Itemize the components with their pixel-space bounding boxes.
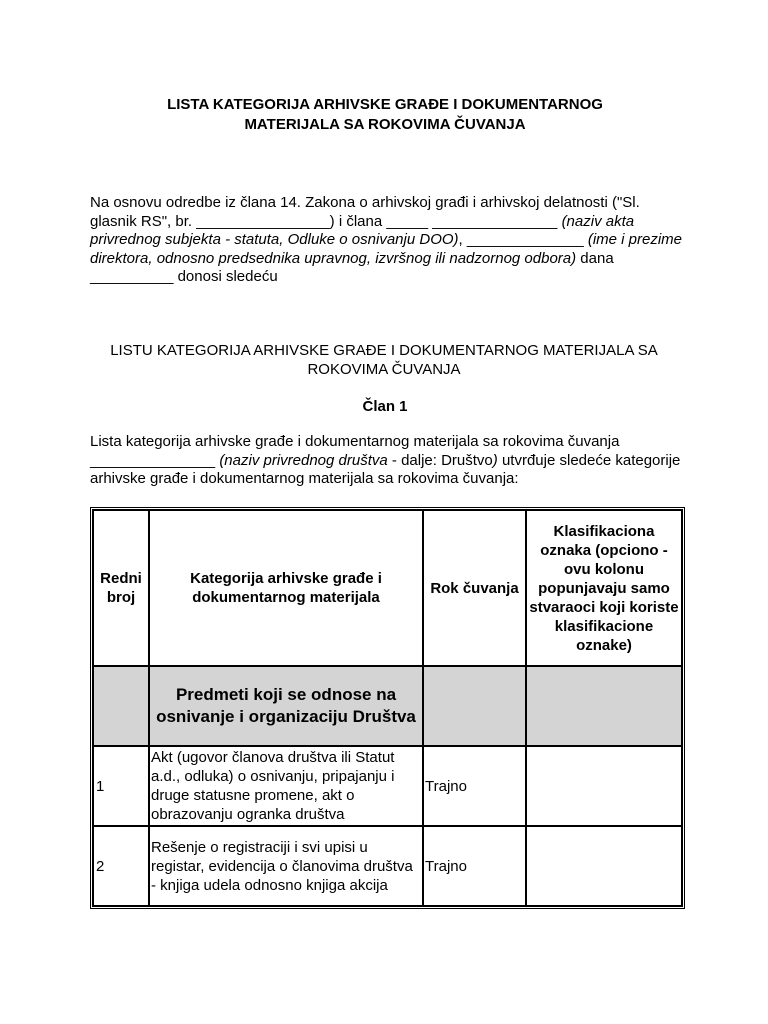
article-heading: Član 1 (362, 398, 408, 415)
article-paragraph (90, 433, 686, 489)
article-text-2: - dalje: Društvo (387, 451, 493, 469)
table-row (93, 746, 682, 826)
section-empty-cell (93, 666, 149, 746)
intro-paragraph (90, 194, 688, 287)
table-row (93, 826, 682, 906)
intro-text-1: Na osnovu odredbe iz člana 14. Zakona o arhivskoj građi i arhivskoj delatnosti ("Sl. glasnik RS", br. ________________) i člana _____ _______________ (90, 194, 640, 230)
header-rok-cuvanja: Rok čuvanja (423, 510, 526, 666)
row-retention: Trajno (423, 746, 526, 826)
intro-text-3: dana __________ donosi sledeću (90, 249, 614, 285)
row-retention: Trajno (423, 826, 526, 906)
header-klasifikaciona-oznaka: Klasifikaciona oznaka (opciono - ovu kolonu popunjavaju samo stvaraoci koji koriste klasifikacione oznake) (526, 510, 682, 666)
intro-text-2: , ______________ (458, 231, 588, 248)
subtitle-line-1: LISTU KATEGORIJA ARHIVSKE GRAĐE I DOKUMENTARNOG MATERIJALA SA (110, 342, 658, 359)
list-subtitle (88, 342, 680, 379)
retention-table (90, 507, 685, 909)
section-empty-cell (423, 666, 526, 746)
row-number: 1 (93, 746, 149, 826)
header-redni-broj: Redni broj (93, 510, 149, 666)
row-class-mark (526, 826, 682, 906)
row-number: 2 (93, 826, 149, 906)
article-text-1: Lista kategorija arhivske građe i dokumentarnog materijala sa rokovima čuvanja _______________ (90, 433, 620, 469)
article-italic-2: ) (492, 451, 498, 469)
title-line-2: MATERIJALA SA ROKOVIMA ČUVANJA (244, 116, 526, 133)
article-italic-1: (naziv privrednog društva (219, 451, 388, 469)
article-text-3: utvrđuje sledeće kategorije arhivske građe i dokumentarnog materijala sa rokovima čuvanja: (90, 451, 681, 487)
table-header-row (93, 510, 682, 666)
table-section-row (93, 666, 682, 746)
subtitle-line-2: ROKOVIMA ČUVANJA (307, 360, 461, 378)
section-label: Predmeti koji se odnose na osnivanje i organizaciju Društva (149, 666, 423, 746)
header-kategorija: Kategorija arhivske građe i dokumentarnog materijala (149, 510, 423, 666)
intro-italic-1: (naziv akta privrednog subjekta - statuta, Odluke o osnivanju DOO) (90, 212, 635, 248)
row-class-mark (526, 746, 682, 826)
section-empty-cell (526, 666, 682, 746)
title-line-1: LISTA KATEGORIJA ARHIVSKE GRAĐE I DOKUMENTARNOG (167, 96, 603, 113)
row-category: Akt (ugovor članova društva ili Statut a.d., odluka) o osnivanju, pripajanju i druge statusne promene, akt o obrazovanju ogranka društva (149, 746, 423, 826)
document-title (90, 95, 680, 135)
intro-italic-2: (ime i prezime direktora, odnosno predsednika upravnog, izvršnog ili nadzornog odbora) (90, 231, 683, 267)
row-category: Rešenje o registraciji i svi upisi u registar, evidencija o članovima društva - knjiga udela odnosno knjiga akcija (149, 826, 423, 906)
